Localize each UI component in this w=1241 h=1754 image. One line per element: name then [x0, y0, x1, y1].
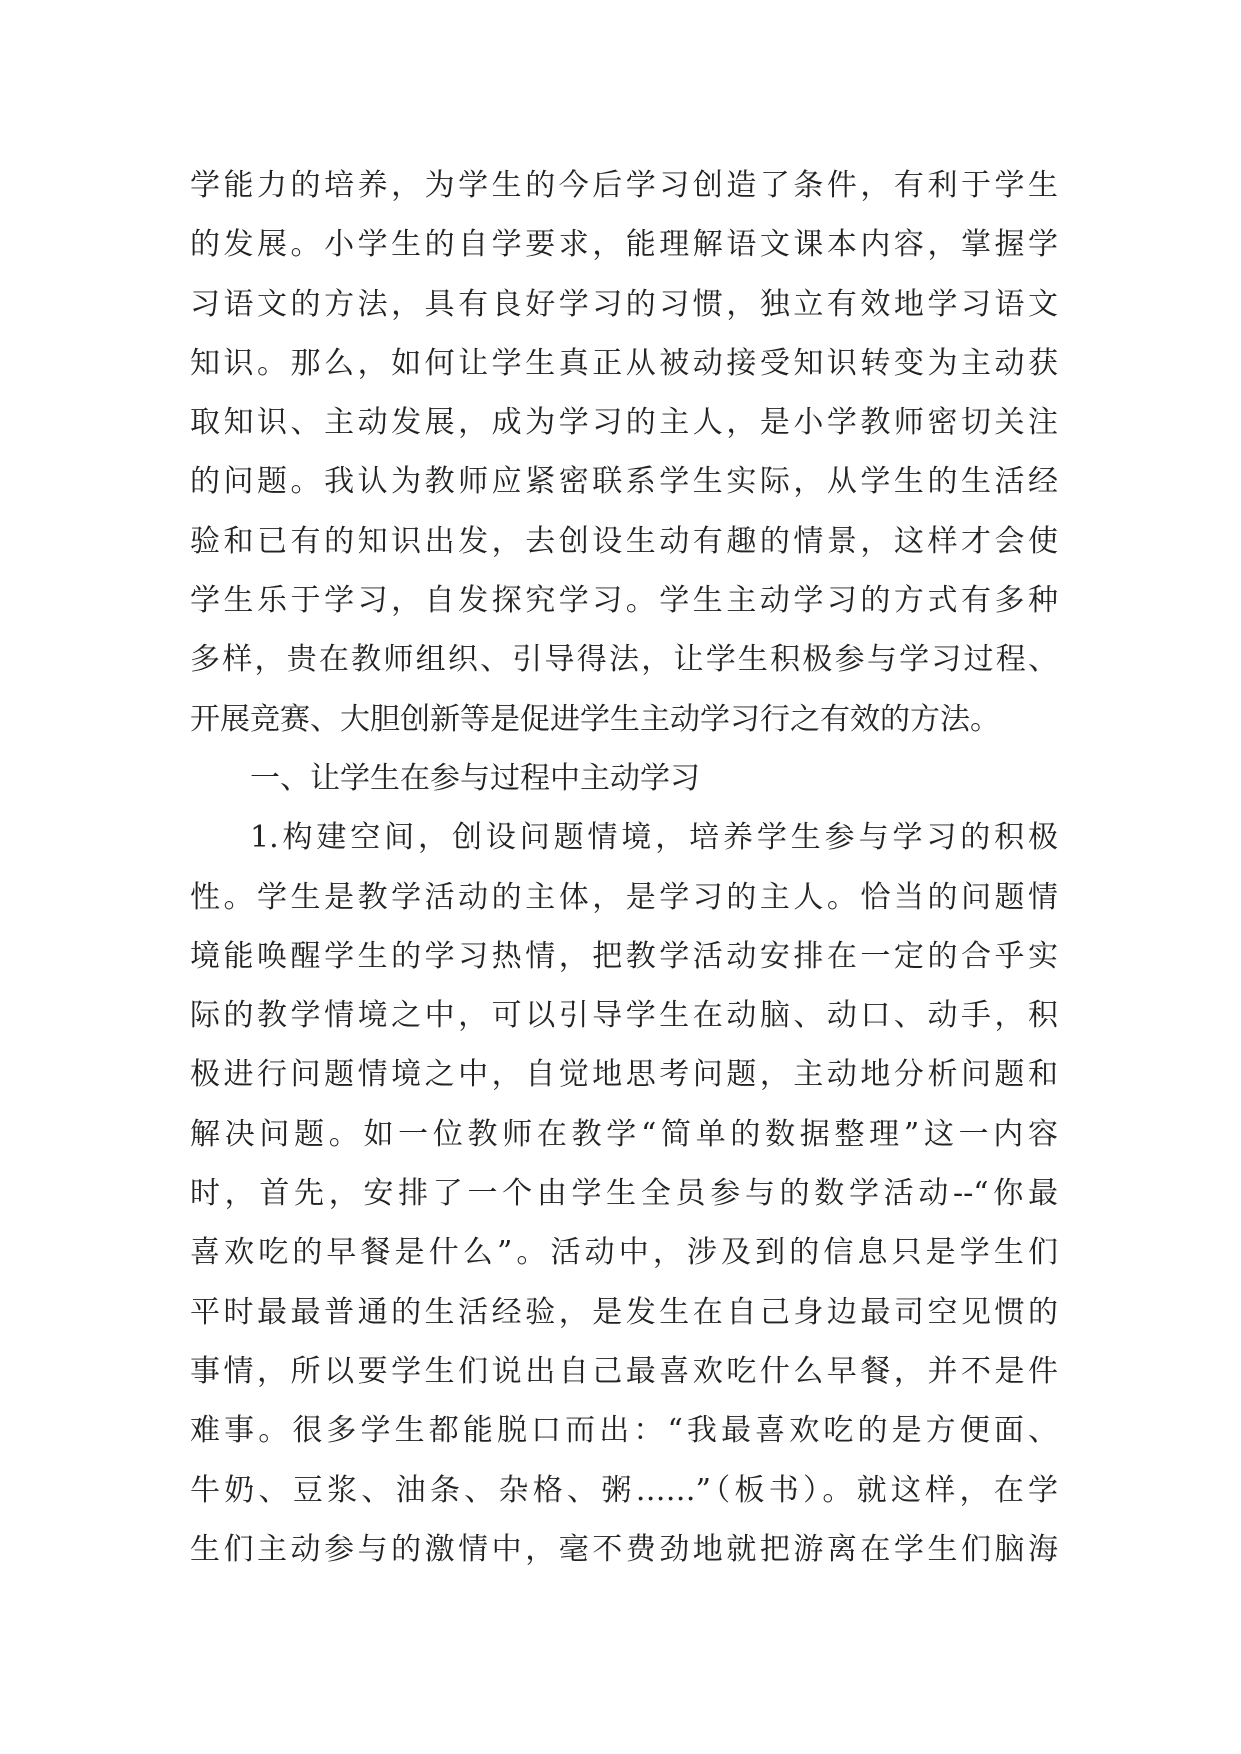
text-line: 性。学生是教学活动的主体，是学习的主人。恰当的问题情 — [190, 879, 1058, 915]
text-line: 时，首先，安排了一个由学生全员参与的数学活动--“你最 — [190, 1176, 1058, 1212]
text-line: 喜欢吃的早餐是什么”。活动中，涉及到的信息只是学生们 — [190, 1235, 1058, 1271]
text-line: 境能唤醒学生的学习热情，把教学活动安排在一定的合乎实 — [190, 938, 1058, 974]
text-line: 极进行问题情境之中，自觉地思考问题，主动地分析问题和 — [190, 1057, 1058, 1093]
text-line: 验和已有的知识出发，去创设生动有趣的情景，这样才会使 — [190, 523, 1058, 559]
text-line: 的问题。我认为教师应紧密联系学生实际，从学生的生活经 — [190, 464, 1058, 500]
text-line: 生们主动参与的激情中，毫不费劲地就把游离在学生们脑海 — [190, 1531, 1058, 1567]
text-line: 开展竞赛、大胆创新等是促进学生主动学习行之有效的方法。 — [190, 701, 1000, 737]
text-line: 际的教学情境之中，可以引导学生在动脑、动口、动手，积 — [190, 998, 1058, 1034]
text-line: 多样，贵在教师组织、引导得法，让学生积极参与学习过程、 — [190, 642, 1058, 678]
text-line: 的发展。小学生的自学要求，能理解语文课本内容，掌握学 — [190, 227, 1058, 263]
text-line: 习语文的方法，具有良好学习的习惯，独立有效地学习语文 — [190, 286, 1058, 322]
text-line: 学生乐于学习，自发探究学习。学生主动学习的方式有多种 — [190, 583, 1058, 619]
text-line: 解决问题。如一位教师在教学“简单的数据整理”这一内容 — [190, 1116, 1058, 1152]
text-line: 牛奶、豆浆、油条、杂格、粥……”（板书）。就这样，在学 — [190, 1472, 1058, 1508]
body-text — [190, 156, 1058, 1579]
section-heading: 一、让学生在参与过程中主动学习 — [250, 760, 700, 796]
text-line: 1.构建空间，创设问题情境，培养学生参与学习的积极 — [250, 820, 1058, 856]
text-line: 事情，所以要学生们说出自己最喜欢吃什么早餐，并不是件 — [190, 1353, 1058, 1389]
text-line: 取知识、主动发展，成为学习的主人，是小学教师密切关注 — [190, 405, 1058, 441]
text-line: 平时最最普通的生活经验，是发生在自己身边最司空见惯的 — [190, 1294, 1058, 1330]
text-line: 知识。那么，如何让学生真正从被动接受知识转变为主动获 — [190, 345, 1058, 381]
text-line: 学能力的培养，为学生的今后学习创造了条件，有利于学生 — [190, 168, 1058, 203]
text-line: 难事。很多学生都能脱口而出：“我最喜欢吃的是方便面、 — [190, 1413, 1058, 1449]
